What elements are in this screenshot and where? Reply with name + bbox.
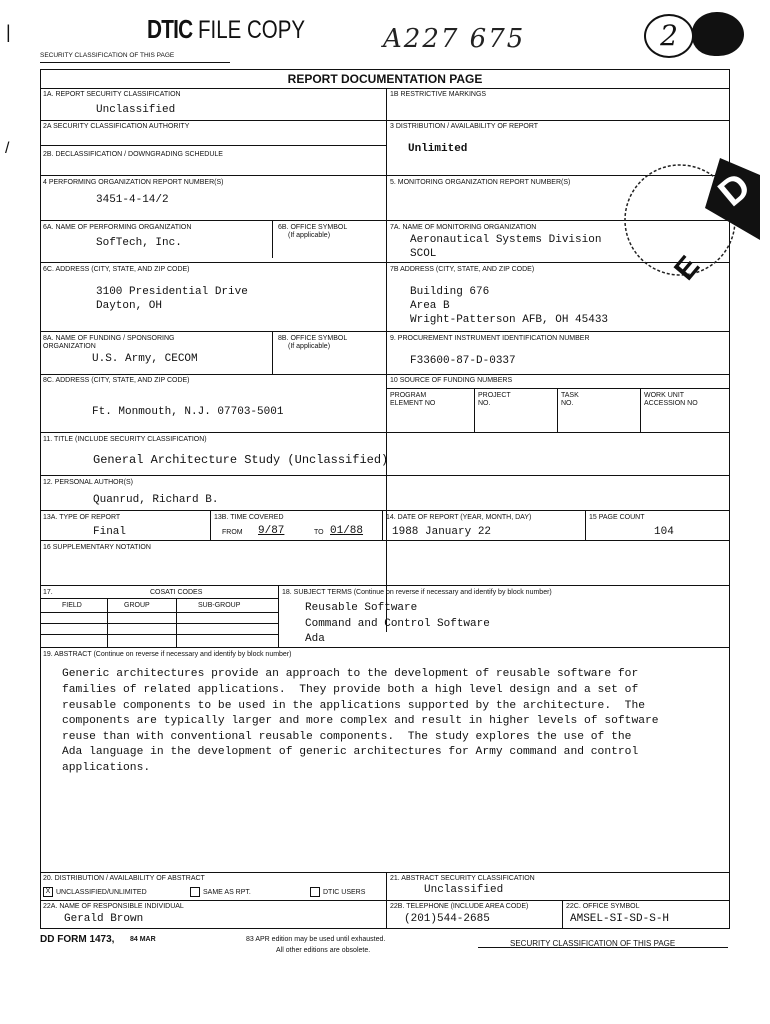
field-18-term3: Ada — [305, 633, 325, 645]
field-20-opt1[interactable] — [43, 887, 147, 897]
field-8c-label: 8C. ADDRESS (CITY, STATE, AND ZIP CODE) — [43, 377, 190, 384]
field-20-label: 20. DISTRIBUTION / AVAILABILITY OF ABSTRACT — [43, 875, 205, 882]
field-10-col4a: WORK UNIT — [644, 392, 685, 399]
field-6b-label: 6B. OFFICE SYMBOL — [278, 224, 348, 231]
field-16-label: 16 SUPPLEMENTARY NOTATION — [43, 544, 151, 551]
field-13b-to: 01/88 — [330, 525, 364, 537]
field-7a-label: 7A. NAME OF MONITORING ORGANIZATION — [390, 224, 537, 231]
field-17-label: 17. — [43, 589, 53, 596]
field-6c-label: 6C. ADDRESS (CITY, STATE, AND ZIP CODE) — [43, 266, 190, 273]
field-22a-label: 22A. NAME OF RESPONSIBLE INDIVIDUAL — [43, 903, 184, 910]
field-6c-value2: Dayton, OH — [96, 300, 163, 312]
field-20-opt3-text: DTIC USERS — [323, 888, 366, 896]
field-10-col4b: ACCESSION NO — [644, 400, 698, 407]
field-6a-label: 6A. NAME OF PERFORMING ORGANIZATION — [43, 224, 192, 231]
field-1a-value: Unclassified — [96, 104, 176, 116]
form-title: REPORT DOCUMENTATION PAGE — [287, 72, 483, 86]
field-5-label: 5. MONITORING ORGANIZATION REPORT NUMBER(S) — [390, 179, 571, 186]
field-6a-value: SofTech, Inc. — [96, 237, 182, 249]
security-classification-top: SECURITY CLASSIFICATION OF THIS PAGE — [40, 52, 175, 59]
field-7a-value2: SCOL — [410, 248, 437, 260]
circled-number: 2 — [644, 14, 694, 58]
field-2b-label: 2B. DECLASSIFICATION / DOWNGRADING SCHEDULE — [43, 151, 223, 158]
field-9-label: 9. PROCUREMENT INSTRUMENT IDENTIFICATION NUMBER — [390, 335, 590, 342]
field-8b-sub: (If applicable) — [288, 343, 331, 350]
field-2a-label: 2A SECURITY CLASSIFICATION AUTHORITY — [43, 123, 190, 130]
field-1b-label: 1B RESTRICTIVE MARKINGS — [390, 91, 487, 98]
field-10-col3b: NO. — [561, 400, 574, 407]
dtic-electe-stamp — [610, 130, 760, 330]
abstract-line: families of related applications. They provide both a high level design and a set of — [62, 684, 639, 696]
field-17-col-field: FIELD — [62, 602, 82, 609]
field-21-label: 21. ABSTRACT SECURITY CLASSIFICATION — [390, 875, 535, 882]
field-7b-value2: Area B — [410, 300, 450, 312]
field-11-label: 11. TITLE (INCLUDE SECURITY CLASSIFICATION) — [43, 436, 207, 443]
field-1a-label: 1A. REPORT SECURITY CLASSIFICATION — [43, 91, 181, 98]
field-22c-value: AMSEL-SI-SD-S-H — [570, 913, 670, 925]
field-6b-sub: (If applicable) — [288, 232, 331, 239]
field-6c-value1: 3100 Presidential Drive — [96, 286, 248, 298]
field-11-value: General Architecture Study (Unclassified) — [93, 453, 389, 467]
field-3-label: 3 DISTRIBUTION / AVAILABILITY OF REPORT — [390, 123, 539, 130]
field-13a-label: 13A. TYPE OF REPORT — [43, 514, 121, 521]
field-10-col3a: TASK — [561, 392, 579, 399]
field-13b-from: 9/87 — [258, 525, 285, 537]
field-4-label: 4 PERFORMING ORGANIZATION REPORT NUMBER(S) — [43, 179, 224, 186]
field-13b-to-label: TO — [314, 529, 324, 536]
field-12-label: 12. PERSONAL AUTHOR(S) — [43, 479, 133, 486]
field-10-label: 10 SOURCE OF FUNDING NUMBERS — [390, 377, 513, 384]
abstract-line: components are typically larger and more complex and result in higher levels of software — [62, 715, 659, 727]
field-20-opt2-text: SAME AS RPT. — [203, 888, 251, 896]
field-12-value: Quanrud, Richard B. — [93, 494, 219, 506]
field-15-label: 15 PAGE COUNT — [589, 514, 645, 521]
field-10-col1b: ELEMENT NO — [390, 400, 436, 407]
dtic-title: DTIC — [147, 14, 193, 44]
field-17-col-subgroup: SUB-GROUP — [198, 602, 241, 609]
field-14-label: 14. DATE OF REPORT (YEAR, MONTH, DAY) — [386, 514, 532, 521]
field-19-label: 19. ABSTRACT (Continue on reverse if necessary and identify by block number) — [43, 651, 292, 658]
field-13b-from-label: FROM — [222, 529, 243, 536]
field-7b-value1: Building 676 — [410, 286, 490, 298]
field-13a-value: Final — [93, 526, 127, 538]
field-8a-value: U.S. Army, CECOM — [92, 353, 198, 365]
security-classification-bottom: SECURITY CLASSIFICATION OF THIS PAGE — [510, 939, 676, 948]
field-20-opt2[interactable] — [190, 887, 251, 897]
field-18-term2: Command and Control Software — [305, 618, 490, 630]
field-15-value: 104 — [654, 526, 674, 538]
field-22a-value: Gerald Brown — [64, 913, 144, 925]
edition-note-2: All other editions are obsolete. — [276, 947, 371, 954]
field-10-col1a: PROGRAM — [390, 392, 427, 399]
field-20-opt3[interactable] — [310, 887, 365, 897]
field-10-col2a: PROJECT — [478, 392, 511, 399]
abstract-line: applications. — [62, 762, 151, 774]
abstract-line: Ada language in the development of generic architectures for Army command and control — [62, 746, 639, 758]
field-8a-label1: 8A. NAME OF FUNDING / SPONSORING — [43, 335, 175, 342]
ink-blot — [692, 12, 744, 56]
checkbox-unclassified-unlimited[interactable]: X — [43, 887, 53, 897]
handwritten-id: A227 675 — [383, 24, 526, 54]
field-8b-label: 8B. OFFICE SYMBOL — [278, 335, 348, 342]
field-3-value: Unlimited — [408, 143, 468, 155]
margin-mark: | — [6, 22, 11, 42]
form-id: DD FORM 1473, — [40, 934, 115, 945]
field-21-value: Unclassified — [424, 884, 504, 896]
abstract-line: reuse than with conventional reusable components. The study explores the use of the — [62, 731, 632, 743]
field-17-col-group: GROUP — [124, 602, 150, 609]
field-8a-label2: ORGANIZATION — [43, 343, 96, 350]
field-9-value: F33600-87-D-0337 — [410, 355, 516, 367]
abstract-line: Generic architectures provide an approach to the development of reusable software for — [62, 668, 639, 680]
file-copy-title: FILE COPY — [198, 16, 306, 44]
field-18-label: 18. SUBJECT TERMS (Continue on reverse if necessary and identify by block number) — [282, 589, 552, 596]
field-10-col2b: NO. — [478, 400, 491, 407]
field-14-value: 1988 January 22 — [392, 526, 492, 538]
field-13b-label: 13B. TIME COVERED — [214, 514, 284, 521]
field-7b-label: 7B ADDRESS (CITY, STATE, AND ZIP CODE) — [390, 266, 535, 273]
checkbox-dtic-users[interactable] — [310, 887, 320, 897]
checkbox-same-as-rpt[interactable] — [190, 887, 200, 897]
stamp-letter-d: D — [710, 165, 759, 215]
field-8c-value: Ft. Monmouth, N.J. 07703-5001 — [92, 406, 284, 418]
margin-mark: / — [5, 140, 10, 157]
form-date: 84 MAR — [130, 936, 156, 943]
field-17-title: COSATI CODES — [150, 589, 203, 596]
stamp-letter-e: E — [668, 249, 707, 287]
abstract-line: reusable components to be used in the applications supported by the architecture. The — [62, 700, 646, 712]
field-22c-label: 22C. OFFICE SYMBOL — [566, 903, 640, 910]
field-18-term1: Reusable Software — [305, 602, 418, 614]
field-22b-value: (201)544-2685 — [404, 913, 490, 925]
field-7b-value3: Wright-Patterson AFB, OH 45433 — [410, 314, 609, 326]
field-4-value: 3451-4-14/2 — [96, 194, 169, 206]
field-7a-value1: Aeronautical Systems Division — [410, 234, 602, 246]
field-22b-label: 22B. TELEPHONE (INCLUDE AREA CODE) — [390, 903, 529, 910]
field-20-opt1-text: UNCLASSIFIED/UNLIMITED — [56, 888, 147, 896]
edition-note-1: 83 APR edition may be used until exhausted. — [246, 936, 386, 943]
